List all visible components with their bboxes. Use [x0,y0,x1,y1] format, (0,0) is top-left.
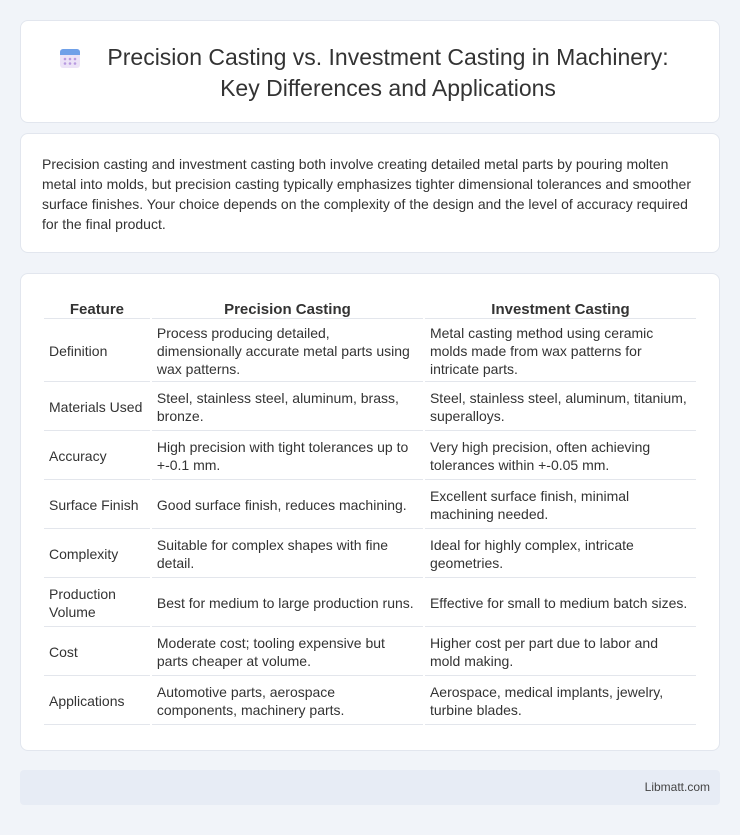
table-row [44,384,696,431]
row-investment: Aerospace, medical implants, jewelry, turbine blades. [425,678,696,725]
row-investment: Metal casting method using ceramic molds made from wax patterns for intricate parts. [425,321,696,382]
row-feature: Production Volume [44,580,150,627]
table-row [44,629,696,676]
intro-card [20,133,720,253]
row-precision: High precision with tight tolerances up to +-0.1 mm. [152,433,423,480]
row-investment: Ideal for highly complex, intricate geometries. [425,531,696,578]
table-row [44,433,696,480]
row-feature: Definition [44,321,150,382]
row-precision: Moderate cost; tooling expensive but parts cheaper at volume. [152,629,423,676]
intro-paragraph: Precision casting and investment casting both involve creating detailed metal parts by pouring molten metal into molds, but precision casting typically emphasizes tighter dimensional tolerances and smoother surface finishes. Your choice depends on the complexity of the design and the level of accuracy required for the final product. [42,156,691,232]
row-precision: Automotive parts, aerospace components, machinery parts. [152,678,423,725]
row-precision: Steel, stainless steel, aluminum, brass, bronze. [152,384,423,431]
footer-brand-link[interactable]: Libmatt.com [644,780,710,794]
row-feature: Surface Finish [44,482,150,529]
row-precision: Best for medium to large production runs. [152,580,423,627]
table-row [44,580,696,627]
row-investment: Steel, stainless steel, aluminum, titanium, superalloys. [425,384,696,431]
table-row [44,321,696,382]
table-row [44,678,696,725]
row-investment: Effective for small to medium batch sizes. [425,580,696,627]
row-feature: Cost [44,629,150,676]
row-precision: Good surface finish, reduces machining. [152,482,423,529]
comparison-card [20,273,720,751]
row-investment: Higher cost per part due to labor and mold making. [425,629,696,676]
row-feature: Materials Used [44,384,150,431]
row-feature: Applications [44,678,150,725]
row-feature: Complexity [44,531,150,578]
table-header-row [44,297,696,319]
table-row [44,482,696,529]
footer [20,770,720,805]
row-precision: Suitable for complex shapes with fine detail. [152,531,423,578]
title-card [20,20,720,123]
row-feature: Accuracy [44,433,150,480]
comparison-table [42,295,698,727]
header-investment-casting: Investment Casting [425,297,696,319]
row-precision: Process producing detailed, dimensionally accurate metal parts using wax patterns. [152,321,423,382]
header-feature: Feature [44,297,150,319]
table-row [44,531,696,578]
header-precision-casting: Precision Casting [152,297,423,319]
page-title: Precision Casting vs. Investment Casting in Machinery: Key Differences and Applications [107,43,669,101]
row-investment: Very high precision, often achieving tolerances within +-0.05 mm. [425,433,696,480]
row-investment: Excellent surface finish, minimal machining needed. [425,482,696,529]
